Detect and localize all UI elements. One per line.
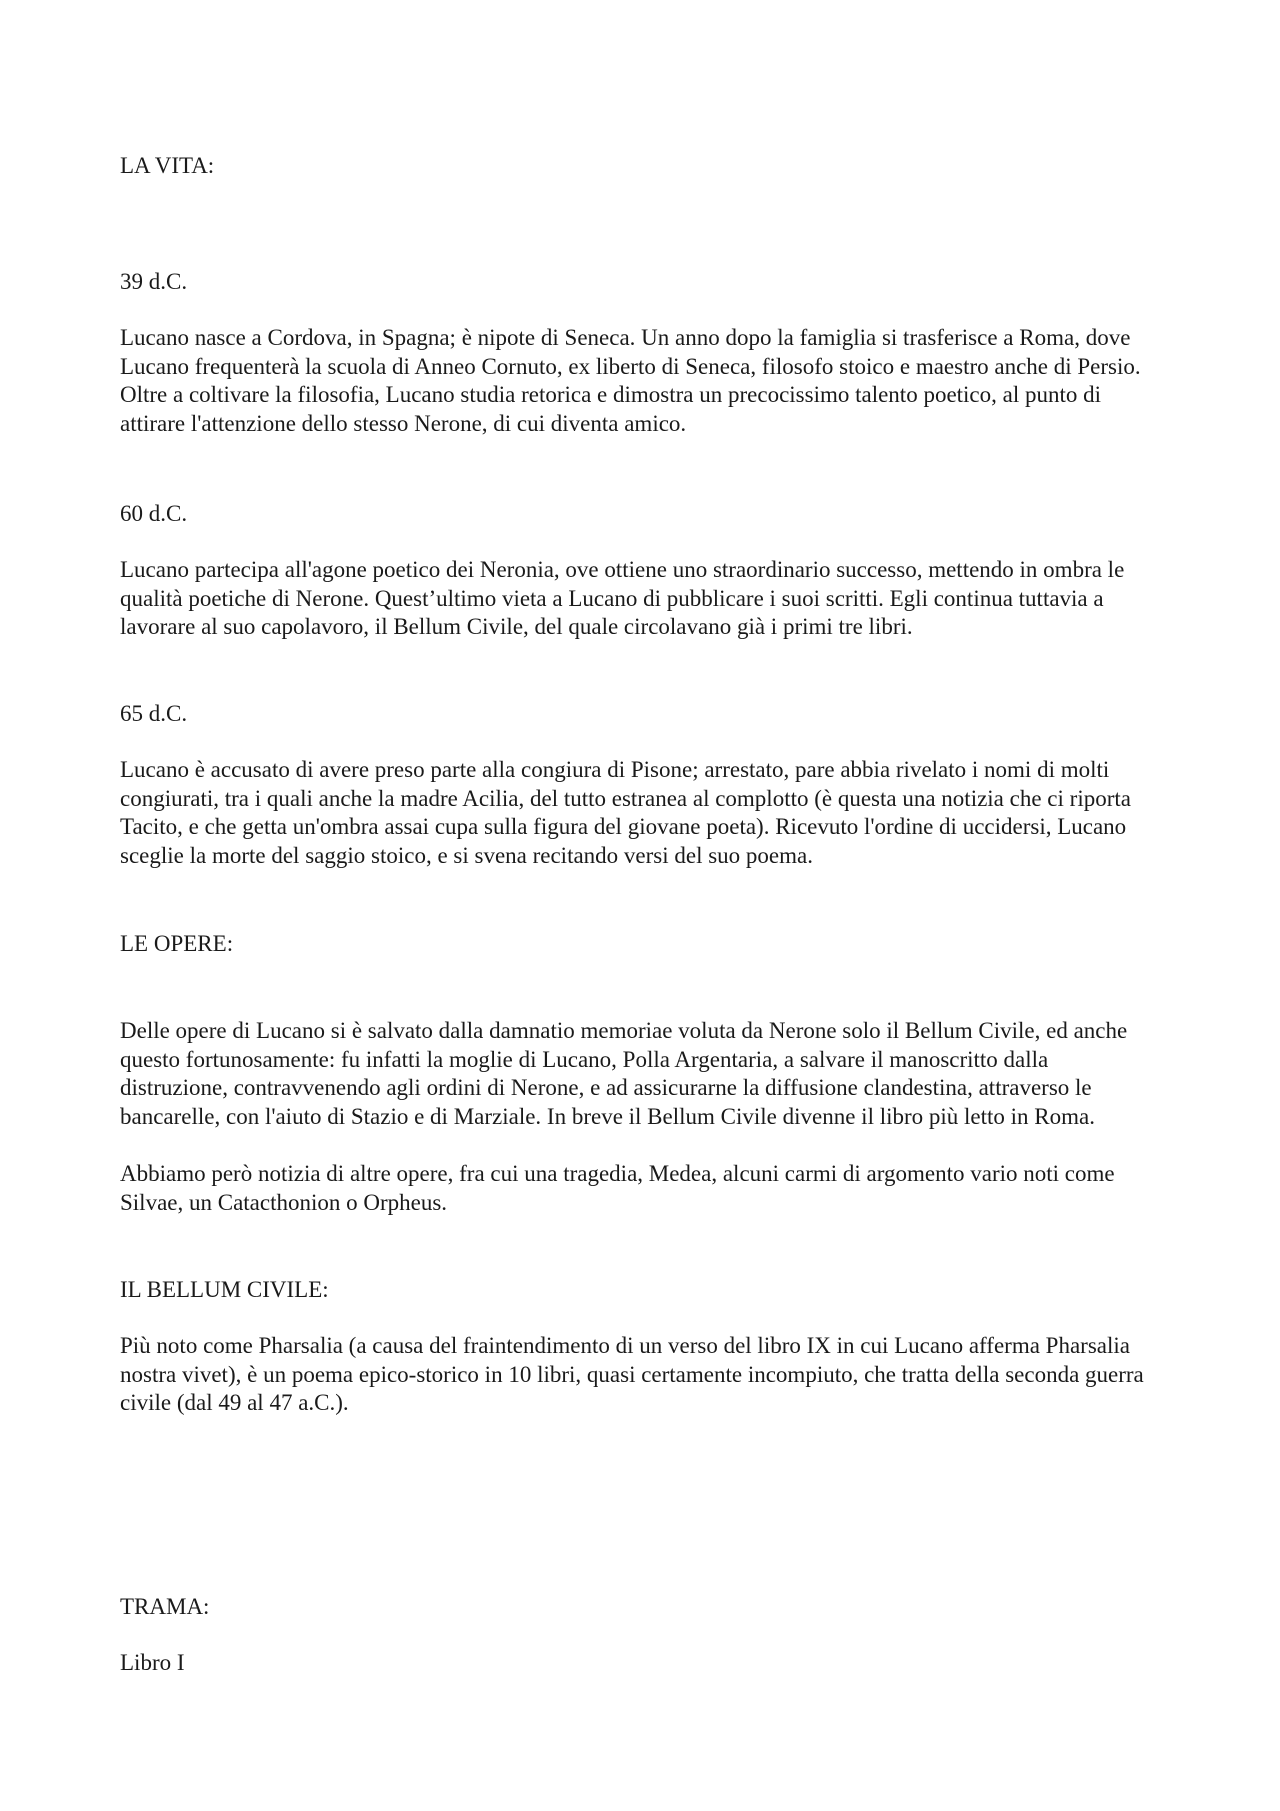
heading-le-opere: LE OPERE: (120, 931, 234, 956)
heading-trama: TRAMA: (120, 1594, 210, 1619)
paragraph-39-dc: Lucano nasce a Cordova, in Spagna; è nipote di Seneca. Un anno dopo la famiglia si trasferisce a Roma, dove Lucano frequenterà la scuola di Anneo Cornuto, ex liberto di Seneca, filosofo stoico e maestro anche di Persio. Oltre a coltivare la filosofia, Lucano studia retorica e dimostra un precocissimo talento poetico, al punto di attirare l'attenzione dello stesso Nerone, di cui diventa amico. (120, 325, 1141, 436)
date-39-dc: 39 d.C. (120, 269, 188, 294)
paragraph-65-dc: Lucano è accusato di avere preso parte alla congiura di Pisone; arrestato, pare abbia rivelato i nomi di molti congiurati, tra i quali anche la madre Acilia, del tutto estranea al complotto (è questa una notizia che ci riporta Tacito, e che getta un'ombra assai cupa sulla figura del giovane poeta). Ricevuto l'ordine di uccidersi, Lucano sceglie la morte del saggio stoico, e si svena recitando versi del suo poema. (120, 757, 1131, 868)
heading-la-vita: LA VITA: (120, 153, 215, 178)
heading-bellum-civile: IL BELLUM CIVILE: (120, 1277, 329, 1302)
paragraph-bellum-civile: Più noto come Pharsalia (a causa del fraintendimento di un verso del libro IX in cui Lucano afferma Pharsalia nostra vivet), è un poema epico-storico in 10 libri, quasi certamente incompiuto, che tratta della seconda guerra civile (dal 49 al 47 a.C.). (120, 1333, 1144, 1415)
paragraph-opere-2: Abbiamo però notizia di altre opere, fra cui una tragedia, Medea, alcuni carmi di argomento vario noti come Silvae, un Catacthonion o Orpheus. (120, 1161, 1115, 1215)
libro-i: Libro I (120, 1650, 185, 1675)
date-65-dc: 65 d.C. (120, 701, 188, 726)
paragraph-opere-1: Delle opere di Lucano si è salvato dalla damnatio memoriae voluta da Nerone solo il Bellum Civile, ed anche questo fortunosamente: fu infatti la moglie di Lucano, Polla Argentaria, a salvare il manoscritto dalla distruzione, contravvenendo agli ordini di Nerone, e ad assicurarne la diffusione clandestina, attraverso le bancarelle, con l'aiuto di Stazio e di Marziale. In breve il Bellum Civile divenne il libro più letto in Roma. (120, 1018, 1128, 1129)
paragraph-60-dc: Lucano partecipa all'agone poetico dei Neronia, ove ottiene uno straordinario successo, mettendo in ombra le qualità poetiche di Nerone. Quest’ultimo vieta a Lucano di pubblicare i suoi scritti. Egli continua tuttavia a lavorare al suo capolavoro, il Bellum Civile, del quale circolavano già i primi tre libri. (120, 557, 1125, 639)
date-60-dc: 60 d.C. (120, 501, 188, 526)
